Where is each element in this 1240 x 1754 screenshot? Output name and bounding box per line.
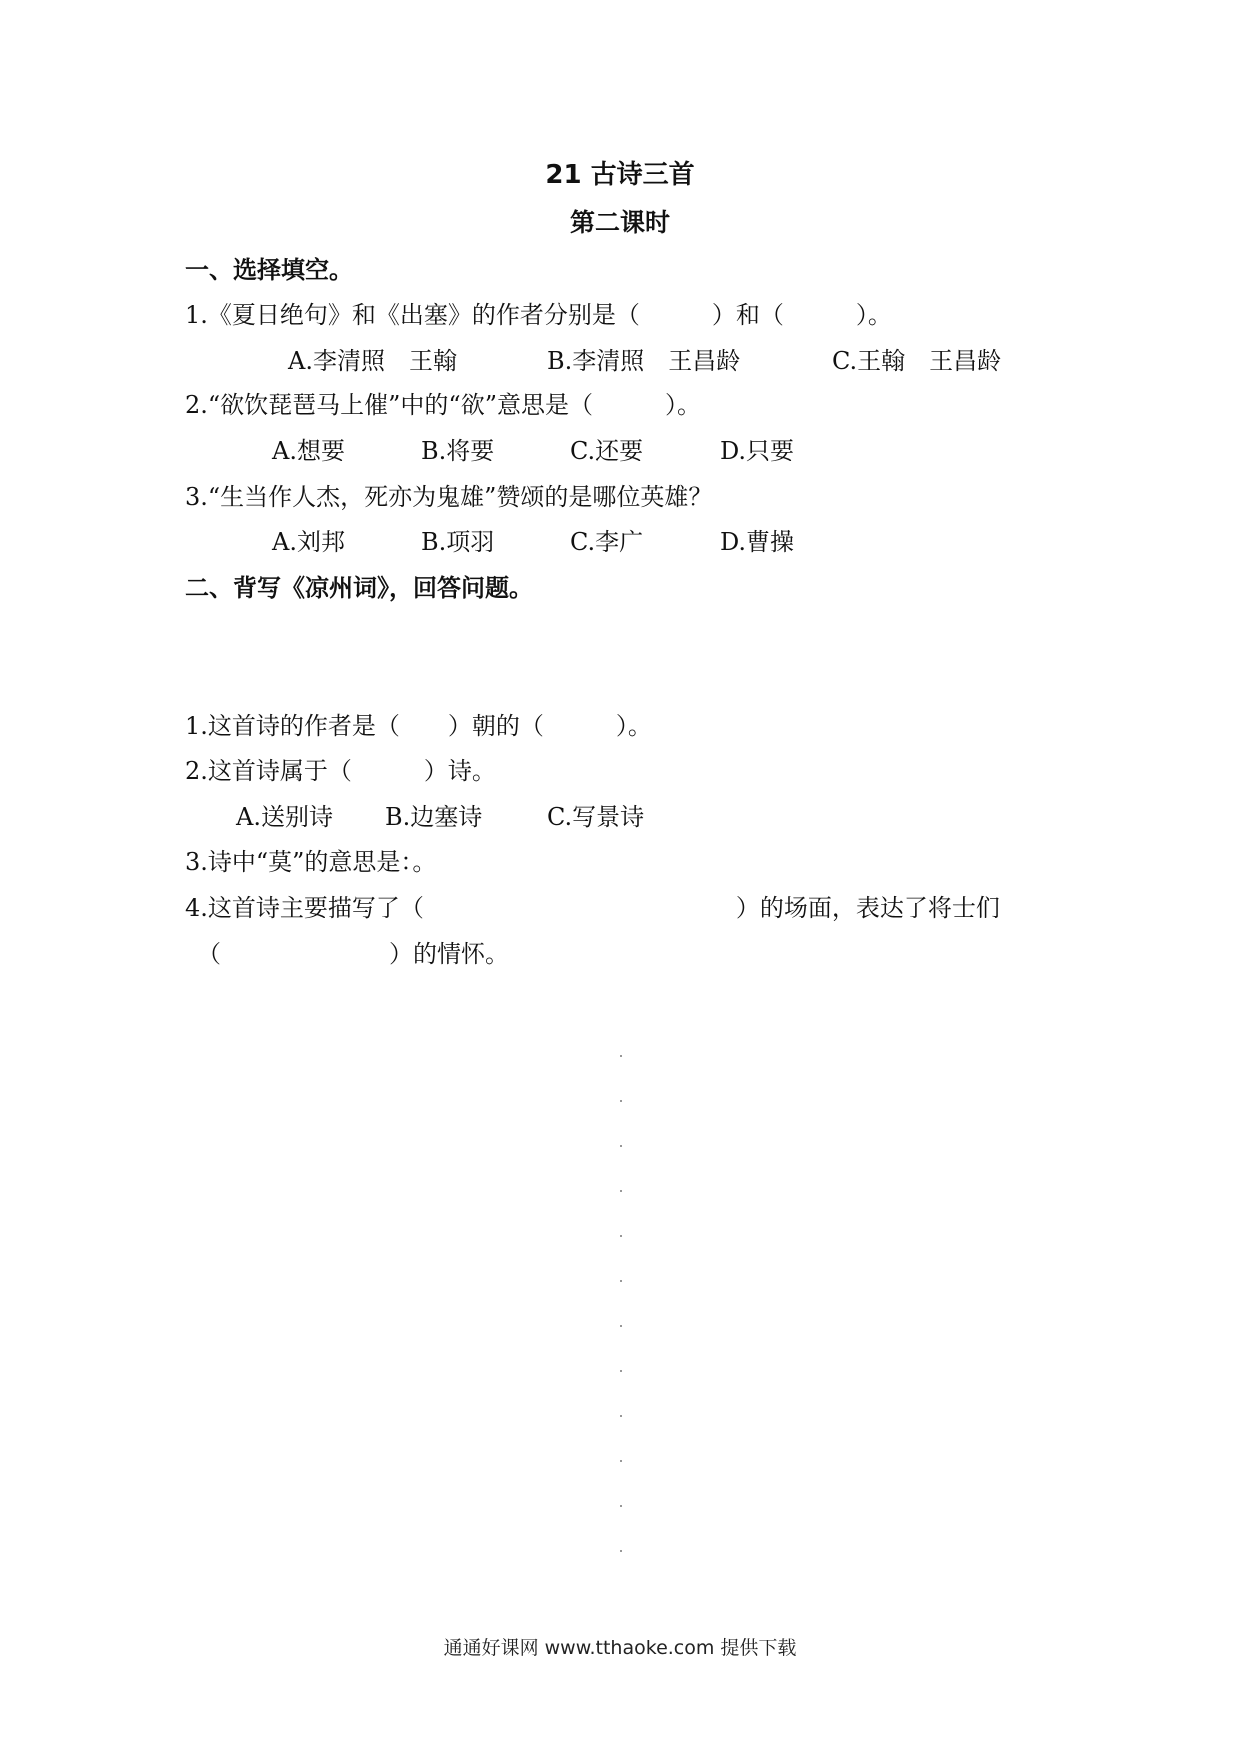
separator-dot (620, 1505, 622, 1507)
question-2-1: 1.这首诗的作者是（ ）朝的（ ）。 (185, 712, 652, 740)
separator-dot (620, 1190, 622, 1192)
separator-dot (620, 1145, 622, 1147)
question-2-2: 2.这首诗属于（ ）诗。 (185, 757, 496, 785)
q2-option-b: B.将要 (421, 437, 495, 465)
separator-dot (620, 1280, 622, 1282)
q3-option-b: B.项羽 (421, 528, 495, 556)
question-2-4-line2: （ ）的情怀。 (197, 940, 509, 968)
q3-option-a: A.刘邦 (272, 528, 345, 556)
separator-dot (620, 1460, 622, 1462)
section1-heading: 一、选择填空。 (185, 256, 353, 284)
question-1-2: 2.“欲饮琵琶马上催”中的“欲”意思是（ ）。 (185, 391, 701, 419)
question-1-1: 1.《夏日绝句》和《出塞》的作者分别是（ ）和（ ）。 (185, 301, 892, 329)
page-subtitle: 第二课时 (569, 208, 670, 237)
q2-option-a: A.想要 (272, 437, 345, 465)
separator-dot (620, 1235, 622, 1237)
separator-dot (620, 1550, 622, 1552)
section2-heading: 二、背写《凉州词》，回答问题。 (185, 574, 533, 602)
separator-dot (620, 1415, 622, 1417)
question-2-3: 3.诗中“莫”的意思是：。 (185, 848, 437, 876)
separator-dot (620, 1370, 622, 1372)
q2-option-c: C.还要 (570, 437, 644, 465)
q3-option-d: D.曹操 (720, 528, 795, 556)
page-footer: 通通好课网 www.tthaoke.com 提供下载 (443, 1637, 797, 1659)
q1-option-b: B.李清照 王昌龄 (547, 347, 741, 375)
q2-2-option-b: B.边塞诗 (385, 803, 483, 831)
question-1-3: 3.“生当作人杰，死亦为鬼雄”赞颂的是哪位英雄？ (185, 483, 713, 511)
q2-option-d: D.只要 (720, 437, 795, 465)
q2-2-option-a: A.送别诗 (236, 803, 333, 831)
separator-dot (620, 1055, 622, 1057)
question-2-4-line1: 4.这首诗主要描写了（ ）的场面，表达了将士们 (185, 894, 1000, 922)
q2-2-option-c: C.写景诗 (547, 803, 645, 831)
separator-dot (620, 1325, 622, 1327)
separator-dot (620, 1100, 622, 1102)
q3-option-c: C.李广 (570, 528, 644, 556)
q1-option-c: C.王翰 王昌龄 (832, 347, 1002, 375)
q1-option-a: A.李清照 王翰 (288, 347, 457, 375)
page-title: 21 古诗三首 (545, 160, 695, 190)
